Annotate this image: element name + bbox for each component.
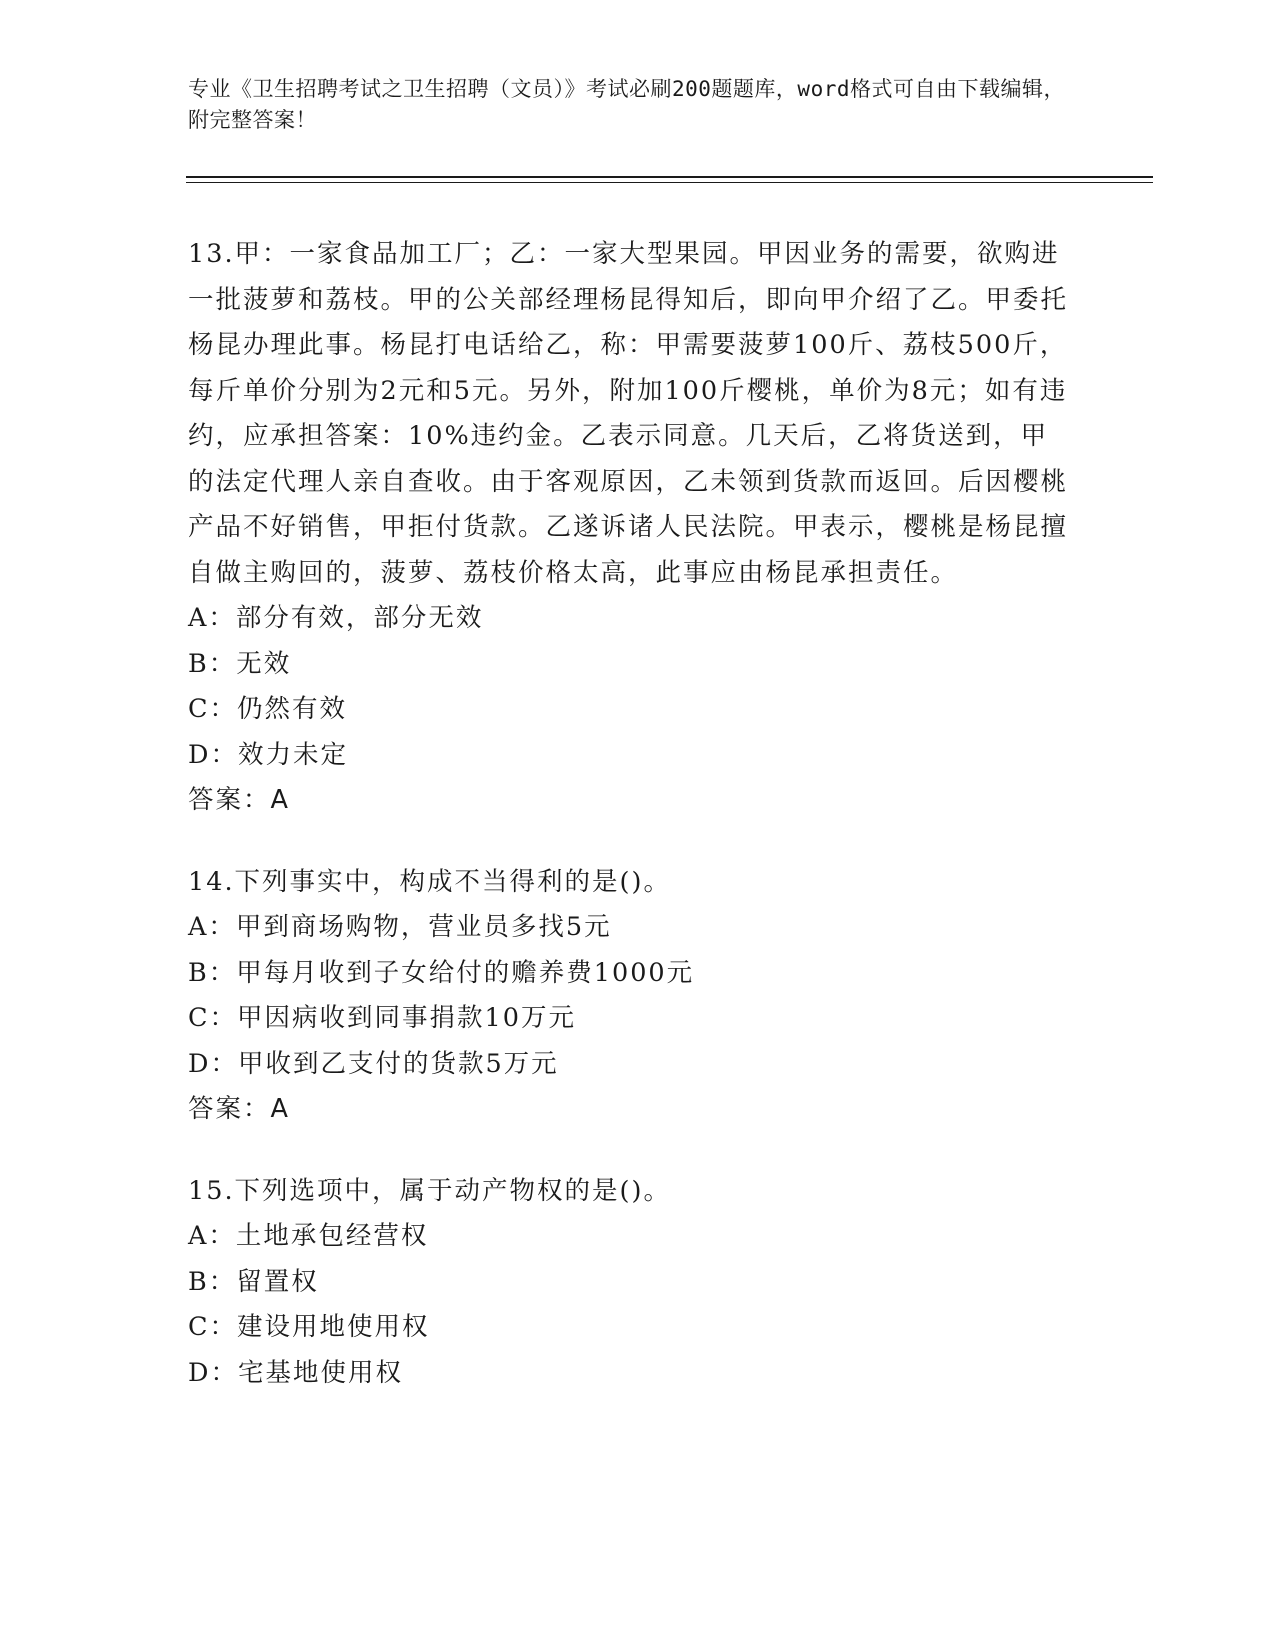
question-14 (188, 860, 1068, 1133)
option-c: C：建设用地使用权 (188, 1312, 430, 1342)
question-stem: 13.甲：一家食品加工厂；乙：一家大型果园。甲因业务的需要，欲购进一批菠萝和荔枝。甲的公关部经理杨昆得知后，即向甲介绍了乙。甲委托杨昆办理此事。杨昆打电话给乙，称：甲需要菠萝100斤、荔枝500斤，每斤单价分别为2元和5元。另外，附加100斤樱桃，单价为8元；如有违约，应承担答案：10%违约金。乙表示同意。几天后，乙将货送到，甲的法定代理人亲自查收。由于客观原因，乙未领到货款而返回。后因樱桃产品不好销售，甲拒付货款。乙遂诉诸人民法院。甲表示，樱桃是杨昆擅自做主购回的，菠萝、荔枝价格太高，此事应由杨昆承担责任。 (188, 239, 1069, 588)
option-list (188, 905, 1068, 1087)
option-b: B：甲每月收到子女给付的赡养费1000元 (188, 957, 695, 988)
header-rule-thin (186, 182, 1153, 183)
option-d: D：宅基地使用权 (188, 1357, 403, 1388)
option-b: B：留置权 (188, 1266, 319, 1297)
option-list (188, 596, 1068, 778)
question-stem: 14.下列事实中，构成不当得利的是()。 (188, 866, 671, 897)
question-15 (188, 1169, 1068, 1397)
option-c: C：甲因病收到同事捐款10万元 (188, 1003, 576, 1033)
option-c: C：仍然有效 (188, 694, 348, 724)
question-list (188, 232, 1068, 1432)
answer-line: 答案：A (188, 785, 290, 815)
option-a: A：土地承包经营权 (188, 1221, 429, 1251)
option-list (188, 1214, 1068, 1396)
question-13 (188, 232, 1068, 824)
document-header: 专业《卫生招聘考试之卫生招聘（文员）》考试必刷200题题库，word格式可自由下载编辑，附完整答案！ (188, 77, 1065, 132)
option-a: A：部分有效，部分无效 (188, 603, 484, 633)
option-d: D：甲收到乙支付的货款5万元 (188, 1048, 559, 1079)
option-a: A：甲到商场购物，营业员多找5元 (188, 912, 612, 942)
header-rule-thick (186, 176, 1153, 178)
answer-line: 答案：A (188, 1094, 290, 1124)
option-d: D：效力未定 (188, 739, 348, 770)
question-stem: 15.下列选项中，属于动产物权的是()。 (188, 1175, 671, 1206)
option-b: B：无效 (188, 648, 292, 679)
